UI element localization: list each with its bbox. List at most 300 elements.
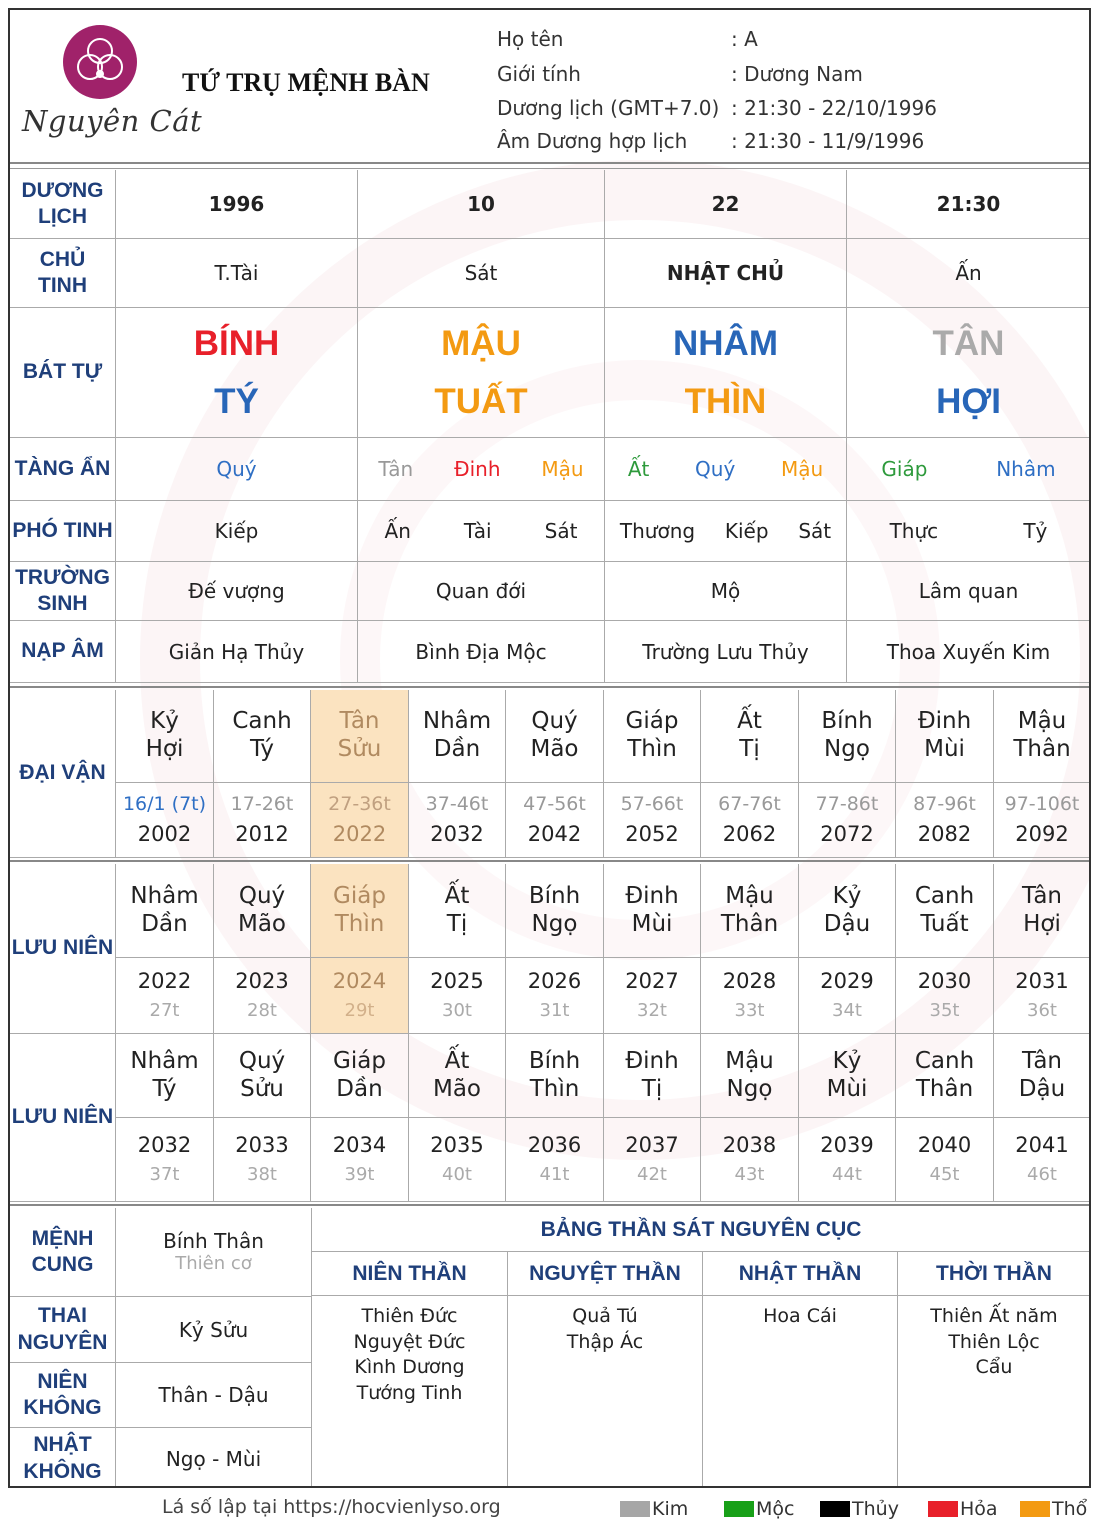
cycle-stem: Đinh	[917, 708, 972, 735]
cycle-years	[799, 783, 896, 858]
cycle-branch: Thân	[720, 910, 779, 937]
info-row	[497, 96, 1087, 120]
cycle-years	[896, 783, 994, 858]
col-head-text: NIÊN THẦN	[352, 1261, 467, 1285]
info-key: Họ tên	[497, 27, 564, 51]
than-sat-item: Hoa Cái	[763, 1305, 837, 1327]
pillar-truong-sinh	[358, 562, 605, 621]
cycle-branch: Dậu	[823, 910, 871, 937]
chart-frame	[8, 8, 1091, 1488]
cycle-age: 43t	[734, 1164, 765, 1186]
than-sat-col-body	[312, 1296, 508, 1488]
chu-tinh-value: T.Tài	[214, 261, 259, 285]
cycle-years	[701, 783, 799, 858]
than-sat-col-body	[898, 1296, 1091, 1488]
pillar-nap-am	[116, 621, 358, 683]
cycle-years	[214, 1118, 311, 1202]
cycle-age-range: 87-96t	[913, 793, 976, 815]
cycle-years	[799, 1118, 896, 1202]
cycle-branch: Mùi	[631, 910, 673, 937]
legend-swatch	[724, 1501, 754, 1517]
separator	[10, 686, 1089, 688]
cycle-stem: Nhâm	[130, 882, 199, 909]
legend-swatch	[620, 1501, 650, 1517]
row-label-text: PHÓ TINH	[12, 518, 113, 542]
row-label-text: LƯU NIÊN	[11, 1105, 114, 1129]
cycle-name	[116, 690, 214, 783]
cycle-name	[409, 864, 506, 958]
cycle-branch: Tý	[249, 736, 275, 762]
cycle-name	[409, 690, 506, 783]
info-key: Giới tính	[497, 62, 581, 86]
legend-label: Thủy	[852, 1498, 899, 1520]
row-label-bat-tu	[10, 308, 116, 438]
pillar-tang-an	[847, 438, 1091, 501]
cycle-years	[116, 783, 214, 858]
header	[10, 10, 1089, 162]
row-label-nhat-khong	[10, 1428, 116, 1488]
cycle-year: 2092	[1015, 821, 1069, 846]
info-value: : 21:30 - 22/10/1996	[731, 96, 937, 120]
cycle-year: 2038	[722, 1133, 777, 1158]
row-label-text: LƯU NIÊN	[11, 936, 114, 960]
row-label-dai-van	[10, 690, 116, 858]
cycle-name	[214, 1034, 311, 1118]
cycle-name	[116, 864, 214, 958]
nien-khong-value	[116, 1363, 312, 1428]
pillar-bat-tu	[358, 308, 605, 438]
row-label-text: BÁT TỰ	[22, 360, 103, 384]
than-sat-col-head	[508, 1252, 703, 1296]
cycle-years	[214, 958, 311, 1034]
row-label-line: TINH	[38, 274, 87, 297]
footer-text: Lá số lập tại https://hocvienlyso.org	[162, 1496, 501, 1518]
row-label-tang-an	[10, 438, 116, 501]
cycle-year: 2032	[430, 821, 484, 846]
cycle-year: 2002	[137, 821, 192, 846]
cycle-age: 42t	[637, 1164, 667, 1186]
cycle-age: 40t	[442, 1164, 472, 1186]
menh-cung-name: Bính Thân	[163, 1229, 264, 1254]
cycle-stem: Đinh	[625, 882, 679, 909]
cycle-stem: Mậu	[1017, 708, 1067, 735]
info-row	[497, 27, 1087, 51]
pillar-pho-tinh	[605, 501, 847, 562]
nien-khong-text: Thân - Dậu	[158, 1383, 269, 1407]
cycle-year: 2029	[820, 969, 874, 994]
cycle-age: 44t	[832, 1164, 862, 1186]
nap-am-value: Trường Lưu Thủy	[642, 639, 809, 664]
row-label-duong-lich	[10, 170, 116, 239]
pillar-chu-tinh	[605, 239, 847, 308]
cycle-name	[604, 690, 701, 783]
cycle-name	[116, 1034, 214, 1118]
thien-can: MẬU	[441, 323, 521, 363]
cycle-years	[506, 783, 604, 858]
pillar-bat-tu	[116, 308, 358, 438]
cycle-years	[506, 958, 604, 1034]
cycle-age-range: 27-36t	[328, 793, 391, 815]
cycle-name	[506, 864, 604, 958]
legend-item	[620, 1498, 688, 1520]
cycle-age: 37t	[149, 1164, 180, 1186]
cycle-branch: Tuất	[920, 910, 969, 937]
tang-an-stem: Quý	[216, 457, 257, 481]
cycle-stem: Quý	[238, 882, 286, 909]
cycle-year: 2037	[625, 1133, 679, 1158]
cycle-stem: Canh	[914, 1047, 975, 1074]
row-label-luu-nien	[10, 864, 116, 1034]
tang-an-stem: Nhâm	[996, 457, 1056, 481]
pho-tinh-item: Ấn	[384, 519, 411, 543]
cycle-age: 38t	[247, 1164, 277, 1186]
separator	[10, 1204, 1089, 1206]
cycle-stem: Canh	[914, 882, 975, 909]
cycle-branch: Ngọ	[824, 736, 870, 762]
cycle-stem: Bính	[528, 1047, 581, 1074]
cycle-year: 2022	[137, 969, 192, 994]
cycle-stem: Mậu	[725, 1047, 774, 1074]
pillar-date-value: 22	[711, 192, 740, 216]
cycle-branch: Tị	[641, 1075, 663, 1102]
row-label-luu-nien	[10, 1034, 116, 1202]
cycle-year: 2034	[332, 1133, 387, 1158]
pho-tinh-item: Thực	[889, 519, 939, 543]
cycle-age-range: 17-26t	[230, 793, 294, 815]
cycle-branch: Mão	[432, 1075, 481, 1102]
nap-am-value: Giản Hạ Thủy	[168, 639, 305, 664]
cycle-name	[214, 690, 311, 783]
truong-sinh-value: Đế vượng	[188, 579, 285, 603]
thien-can: NHÂM	[673, 323, 778, 363]
cycle-years	[701, 958, 799, 1034]
pillar-nap-am	[605, 621, 847, 683]
nhat-khong-value	[116, 1428, 312, 1488]
chu-tinh-value: Ấn	[955, 261, 982, 285]
pillar-chu-tinh	[358, 239, 605, 308]
cycle-name	[701, 1034, 799, 1118]
cycle-year: 2022	[332, 821, 387, 846]
cycle-branch: Dần	[141, 910, 188, 937]
cycle-years	[994, 1118, 1091, 1202]
row-label-text: ĐẠI VẬN	[19, 761, 106, 785]
cycle-year: 2082	[917, 821, 972, 846]
chu-tinh-value: NHẬT CHỦ	[666, 261, 785, 285]
legend-label: Hỏa	[960, 1498, 998, 1520]
cycle-name	[701, 864, 799, 958]
than-sat-col-head	[312, 1252, 508, 1296]
col-head-text: NHẬT THẦN	[738, 1261, 862, 1285]
truong-sinh-value: Lâm quan	[918, 579, 1019, 603]
pillar-truong-sinh	[605, 562, 847, 621]
row-label-line: DƯƠNG	[21, 178, 104, 202]
cycle-year: 2036	[527, 1133, 582, 1158]
row-label-chu-tinh	[10, 239, 116, 308]
dia-chi: HỢI	[936, 381, 1001, 421]
dia-chi: TÝ	[214, 381, 259, 421]
row-label-line: NIÊN	[37, 1369, 88, 1393]
legend-item	[724, 1498, 794, 1520]
pillar-nap-am	[358, 621, 605, 683]
footer	[0, 1494, 1100, 1524]
cycle-branch: Thìn	[334, 910, 385, 937]
cycle-name	[311, 864, 409, 958]
cycle-year: 2025	[430, 969, 484, 994]
info-row	[497, 62, 1087, 86]
info-key: Dương lịch (GMT+7.0)	[497, 96, 720, 120]
row-label-line: MỆNH	[31, 1226, 94, 1250]
legend-item	[1020, 1498, 1087, 1520]
cycle-age: 46t	[1027, 1164, 1057, 1186]
than-sat-col-head	[703, 1252, 898, 1296]
legend-item	[928, 1498, 998, 1520]
thien-can: BÍNH	[193, 323, 280, 363]
cycle-name	[994, 864, 1091, 958]
row-label-thai-nguyen	[10, 1297, 116, 1363]
cycle-branch: Tị	[446, 910, 468, 937]
than-sat-item: Thiên Ất năm	[930, 1305, 1058, 1327]
cycle-stem: Kỷ	[832, 882, 862, 909]
legend-label: Thổ	[1052, 1498, 1088, 1520]
cycle-name	[896, 1034, 994, 1118]
cycle-age: 28t	[247, 1000, 277, 1022]
pillar-tang-an	[358, 438, 605, 501]
cycle-year: 2042	[527, 821, 582, 846]
truong-sinh-value: Quan đới	[435, 579, 527, 603]
pho-tinh-item: Tỷ	[1023, 519, 1048, 543]
cycle-years	[311, 1118, 409, 1202]
row-label-line: NGUYÊN	[17, 1330, 108, 1354]
pillar-date-value: 21:30	[936, 192, 1001, 216]
menh-cung-sub: Thiên cơ	[175, 1253, 252, 1275]
cycle-branch: Thìn	[627, 736, 677, 762]
cycle-year: 2040	[917, 1133, 972, 1158]
tang-an-stem: Ất	[627, 457, 650, 481]
pillar-truong-sinh	[847, 562, 1091, 621]
pillar-tang-an	[605, 438, 847, 501]
pillar-tang-an	[116, 438, 358, 501]
info-row	[497, 129, 1087, 153]
tang-an-stem: Mậu	[541, 457, 584, 481]
legend-label: Kim	[652, 1498, 689, 1520]
cycle-branch: Thìn	[529, 1075, 580, 1102]
pho-tinh-item: Thương	[619, 519, 696, 543]
cycle-year: 2027	[625, 969, 679, 994]
pho-tinh-item: Kiếp	[214, 519, 259, 543]
truong-sinh-value: Mộ	[710, 579, 741, 603]
tang-an-stem: Tân	[378, 457, 414, 481]
pillar-date-value: 1996	[208, 192, 265, 216]
cycle-years	[604, 1118, 701, 1202]
cycle-years	[506, 1118, 604, 1202]
pillar-chu-tinh	[116, 239, 358, 308]
thai-nguyen-value	[116, 1297, 312, 1363]
cycle-age: 31t	[539, 1000, 570, 1022]
row-label-line: SINH	[37, 592, 88, 615]
col-head-text: NGUYỆT THẦN	[529, 1261, 681, 1285]
than-sat-col-head	[898, 1252, 1091, 1296]
separator	[10, 860, 1089, 862]
pillar-truong-sinh	[116, 562, 358, 621]
cycle-stem: Giáp	[333, 882, 386, 909]
cycle-age: 45t	[929, 1164, 960, 1186]
cycle-year: 2032	[137, 1133, 192, 1158]
cycle-years	[994, 958, 1091, 1034]
cycle-years	[604, 958, 701, 1034]
cycle-years	[701, 1118, 799, 1202]
cycle-branch: Mùi	[924, 736, 965, 762]
legend-label: Mộc	[756, 1498, 795, 1520]
row-label-line: CHỦ	[39, 247, 86, 271]
pillar-date	[605, 170, 847, 239]
nhat-khong-text: Ngọ - Mùi	[165, 1446, 262, 1471]
cycle-age-range: 97-106t	[1004, 793, 1080, 815]
pho-tinh-item: Sát	[798, 519, 832, 543]
cycle-stem: Bính	[821, 708, 873, 735]
cycle-year: 2012	[235, 821, 289, 846]
cycle-year: 2041	[1015, 1133, 1069, 1158]
pillar-date	[116, 170, 358, 239]
thien-can: TÂN	[932, 323, 1005, 363]
than-sat-item: Nguyệt Đức	[353, 1330, 466, 1353]
cycle-age-range: 77-86t	[815, 793, 879, 815]
than-sat-item: Tướng Tinh	[356, 1381, 463, 1404]
than-sat-item: Quả Tú	[572, 1305, 638, 1327]
nap-am-value: Bình Địa Mộc	[415, 639, 547, 664]
cycle-age: 41t	[539, 1164, 570, 1186]
cycle-name	[506, 690, 604, 783]
cycle-age: 29t	[344, 1000, 375, 1022]
cycle-name	[409, 1034, 506, 1118]
legend-item	[820, 1498, 899, 1520]
cycle-branch: Tị	[739, 736, 760, 762]
cycle-years	[214, 783, 311, 858]
cycle-age-range: 37-46t	[425, 793, 489, 815]
page-title: TỨ TRỤ MỆNH BÀN	[182, 68, 430, 97]
cycle-years	[604, 783, 701, 858]
pillar-pho-tinh	[847, 501, 1091, 562]
cycle-name	[311, 1034, 409, 1118]
cycle-year: 2023	[235, 969, 289, 994]
tang-an-stem: Mậu	[780, 457, 824, 481]
cycle-stem: Kỷ	[832, 1047, 862, 1074]
cycle-year: 2035	[430, 1133, 484, 1158]
cycle-age: 27t	[149, 1000, 180, 1022]
cycle-stem: Tân	[339, 708, 380, 735]
legend-swatch	[928, 1501, 958, 1517]
pillar-date	[847, 170, 1091, 239]
cycle-year: 2031	[1015, 969, 1069, 994]
pillar-date	[358, 170, 605, 239]
cycle-years	[994, 783, 1091, 858]
tang-an-stem: Đinh	[454, 457, 501, 481]
cycle-years	[896, 958, 994, 1034]
than-sat-col-body	[508, 1296, 703, 1488]
cycle-stem: Nhâm	[130, 1047, 199, 1074]
cycle-branch: Mùi	[826, 1075, 868, 1102]
cycle-branch: Dần	[336, 1075, 383, 1102]
cycle-name	[701, 690, 799, 783]
cycle-years	[409, 958, 506, 1034]
than-sat-title	[312, 1208, 1091, 1252]
than-sat-col-body	[703, 1296, 898, 1488]
dia-chi: TUẤT	[434, 381, 528, 421]
cycle-name	[799, 690, 896, 783]
cycle-year: 2028	[722, 969, 777, 994]
row-label-line: LỊCH	[38, 205, 87, 228]
cycle-age: 39t	[344, 1164, 375, 1186]
cycle-name	[604, 1034, 701, 1118]
cycle-years	[311, 783, 409, 858]
cycle-stem: Kỷ	[150, 708, 179, 735]
cycle-stem: Tân	[1021, 882, 1063, 909]
cycle-age-range: 67-76t	[718, 793, 781, 815]
cycle-name	[896, 864, 994, 958]
cycle-branch: Thân	[915, 1075, 974, 1102]
tang-an-stem: Giáp	[881, 457, 928, 481]
cycle-year: 2062	[722, 821, 777, 846]
than-sat-item: Thập Ác	[566, 1330, 644, 1353]
cycle-branch: Ngọ	[531, 910, 578, 937]
logo-icon	[62, 24, 138, 100]
cycle-year: 2039	[820, 1133, 874, 1158]
row-label-line: KHÔNG	[23, 1396, 102, 1419]
pillar-nap-am	[847, 621, 1091, 683]
cycle-branch: Sửu	[240, 1075, 284, 1102]
cycle-name	[994, 1034, 1091, 1118]
pho-tinh-item: Kiếp	[724, 519, 769, 543]
cycle-age: 35t	[929, 1000, 960, 1022]
cycle-years	[409, 1118, 506, 1202]
cycle-age: 32t	[637, 1000, 667, 1022]
cycle-years	[896, 1118, 994, 1202]
cycle-name	[214, 864, 311, 958]
row-label-line: TRƯỜNG	[15, 565, 110, 589]
cycle-name	[799, 1034, 896, 1118]
row-label-pho-tinh	[10, 501, 116, 562]
cycle-branch: Tý	[152, 1075, 177, 1102]
row-label-menh-cung	[10, 1208, 116, 1297]
cycle-year: 2030	[917, 969, 972, 994]
cycle-branch: Dậu	[1018, 1075, 1066, 1102]
legend-swatch	[820, 1501, 850, 1517]
cycle-branch: Thân	[1013, 736, 1071, 762]
than-sat-item: Thiên Lộc	[948, 1330, 1040, 1353]
row-label-line: NHẬT	[33, 1433, 92, 1457]
cycle-stem: Tân	[1021, 1047, 1063, 1074]
cycle-years	[116, 958, 214, 1034]
pillar-bat-tu	[605, 308, 847, 438]
than-sat-item: Thiên Đức	[361, 1305, 458, 1327]
cycle-age-range: 47-56t	[523, 793, 586, 815]
row-label-text: NẠP ÂM	[21, 639, 104, 663]
pillar-pho-tinh	[116, 501, 358, 562]
thai-nguyen-text: Kỷ Sửu	[178, 1317, 249, 1342]
cycle-year: 2072	[820, 821, 874, 846]
cycle-branch: Mão	[237, 910, 286, 937]
cycle-age: 34t	[832, 1000, 862, 1022]
pillar-bat-tu	[847, 308, 1091, 438]
cycle-years	[116, 1118, 214, 1202]
cycle-name	[994, 690, 1091, 783]
than-sat-item: Kình Dương	[354, 1356, 465, 1379]
cycle-branch: Dần	[433, 736, 481, 762]
chu-tinh-value: Sát	[464, 261, 498, 285]
cycle-stem: Giáp	[333, 1047, 386, 1074]
pillar-chu-tinh	[847, 239, 1091, 308]
row-label-line: THAI	[38, 1304, 87, 1328]
pho-tinh-item: Tài	[463, 519, 492, 543]
